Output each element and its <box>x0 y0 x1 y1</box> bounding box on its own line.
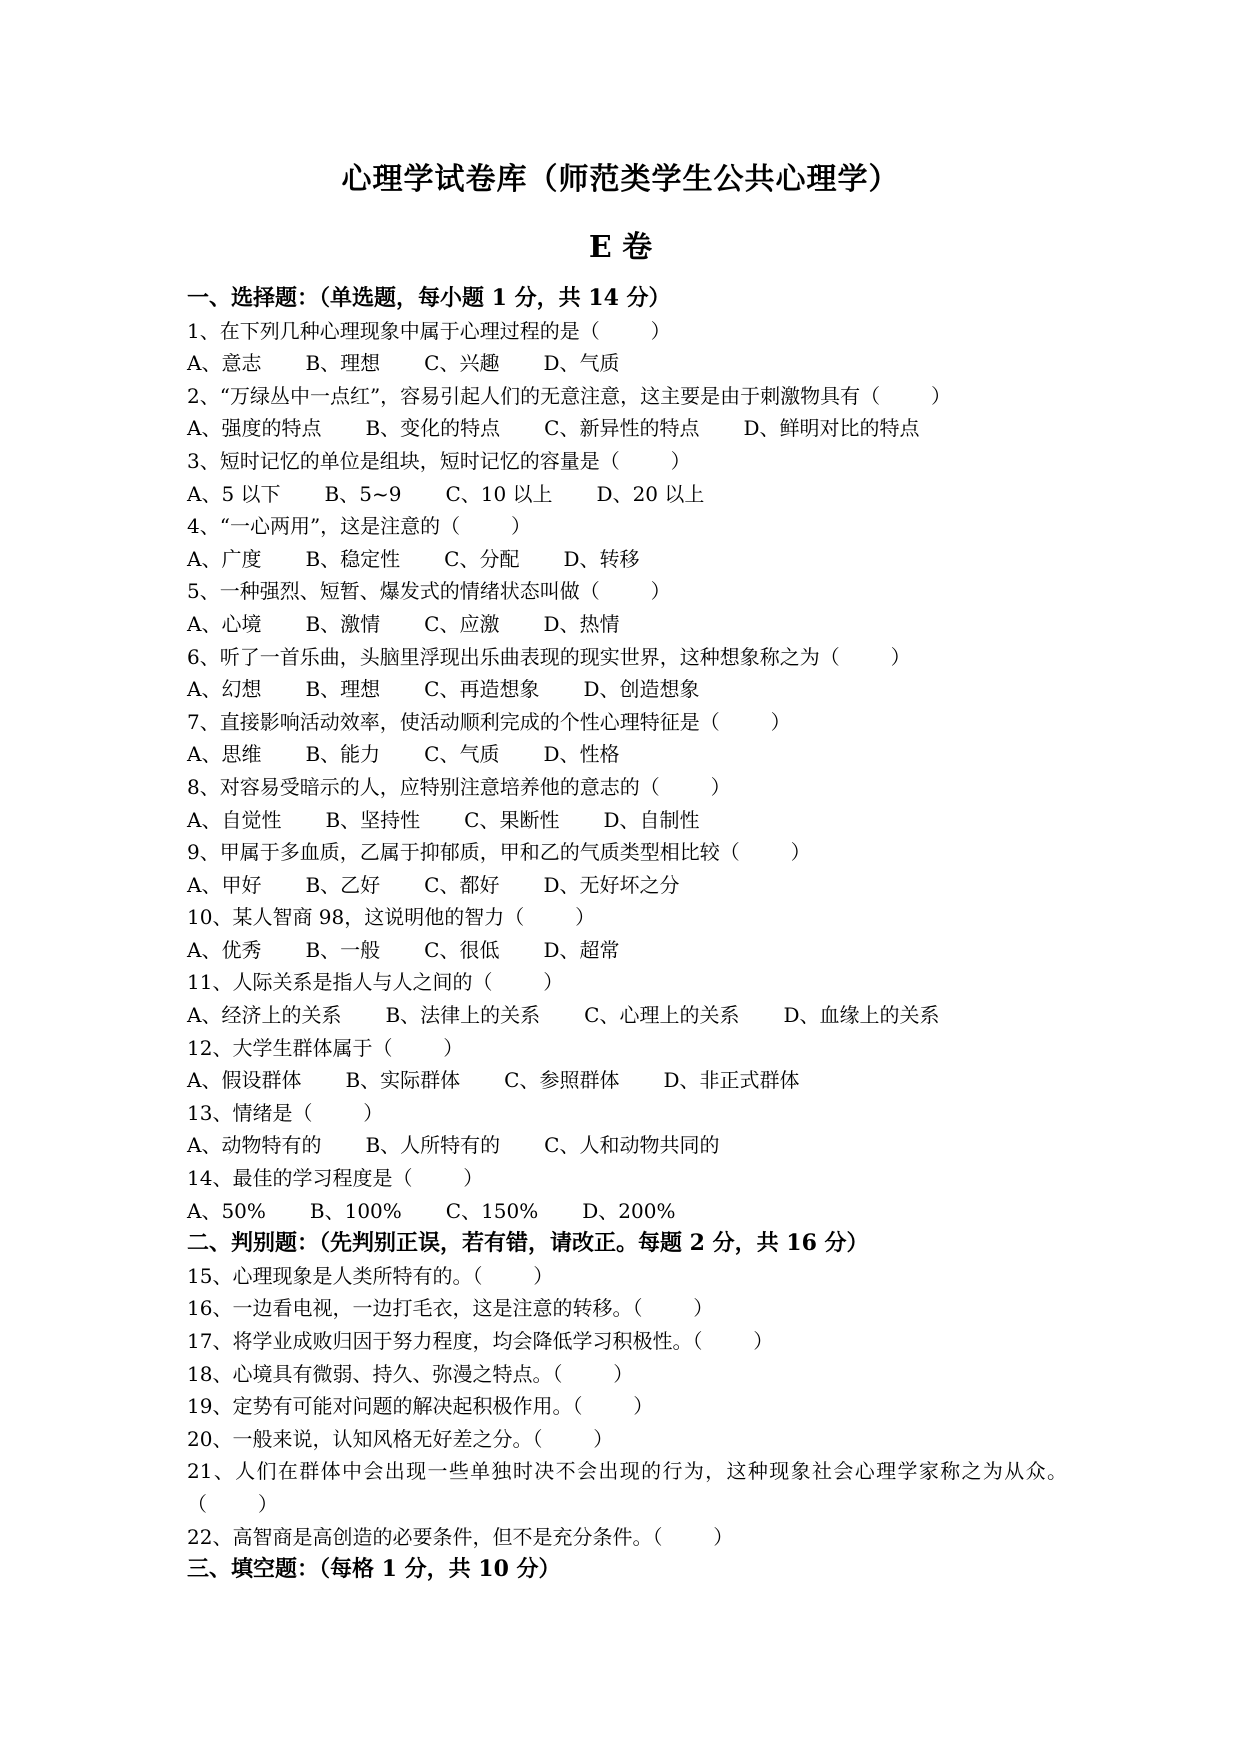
answer-option: C、都好 <box>424 872 500 897</box>
question-stem: 14、最佳的学习程度是（ ） <box>187 1166 484 1191</box>
judge-question: 20、一般来说，认知风格无好差之分。（ ） <box>187 1426 614 1451</box>
answer-option: D、热情 <box>543 611 620 636</box>
answer-option: A、动物特有的 <box>187 1133 322 1158</box>
answer-option: B、坚持性 <box>325 807 421 832</box>
answer-option: C、分配 <box>444 546 520 571</box>
question-options <box>187 934 1067 967</box>
answer-option: D、无好坏之分 <box>543 872 680 897</box>
judge-question: 17、将学业成败归因于努力程度，均会降低学习积极性。（ ） <box>187 1329 774 1353</box>
question-options <box>187 869 1067 902</box>
answer-option: A、心境 <box>187 611 262 636</box>
judge-question-list <box>187 1260 1067 1456</box>
answer-option: D、非正式群体 <box>663 1068 800 1093</box>
question-stem: 7、直接影响活动效率，使活动顺利完成的个性心理特征是（ ） <box>187 709 791 734</box>
exam-content <box>187 282 1067 1586</box>
answer-option: A、甲好 <box>187 872 262 897</box>
answer-option: A、广度 <box>187 546 262 571</box>
answer-option: A、强度的特点 <box>187 416 322 441</box>
answer-option: D、200% <box>582 1198 676 1223</box>
question-stem: 6、听了一首乐曲，头脑里浮现出乐曲表现的现实世界，这种想象称之为（ ） <box>187 644 911 669</box>
answer-option: B、实际群体 <box>345 1068 461 1093</box>
answer-option: A、5 以下 <box>187 481 281 506</box>
question-stem: 1、在下列几种心理现象中属于心理过程的是（ ） <box>187 318 671 343</box>
answer-option: B、法律上的关系 <box>385 1003 541 1028</box>
section-heading-choice: 一、选择题：（单选题，每小题 1 分，共 14 分） <box>187 285 671 311</box>
answer-option: C、果断性 <box>464 807 560 832</box>
answer-option: D、鲜明对比的特点 <box>743 416 920 441</box>
judge-question: 18、心境具有微弱、持久、弥漫之特点。（ ） <box>187 1361 634 1386</box>
question-options <box>187 543 1067 576</box>
answer-option: C、150% <box>445 1198 539 1223</box>
answer-option: B、稳定性 <box>305 546 401 571</box>
judge-question-21: 21、人们在群体中会出现一些单独时决不会出现的行为，这种现象社会心理学家称之为从众。 <box>187 1459 1067 1484</box>
answer-option: A、意志 <box>187 351 262 376</box>
judge-question: 19、定势有可能对问题的解决起积极作用。（ ） <box>187 1394 654 1419</box>
answer-option: D、自制性 <box>603 807 700 832</box>
question-stem: 8、对容易受暗示的人，应特别注意培养他的意志的（ ） <box>187 774 731 799</box>
answer-option: A、假设群体 <box>187 1068 302 1093</box>
answer-option: D、超常 <box>543 937 620 962</box>
answer-option: A、自觉性 <box>187 807 282 832</box>
question-options <box>187 999 1067 1032</box>
answer-option: D、创造想象 <box>583 677 700 702</box>
answer-option: C、很低 <box>424 937 500 962</box>
section-heading-judge: 二、判别题：（先判别正误，若有错，请改正。每题 2 分，共 16 分） <box>187 1230 869 1257</box>
question-stem: 2、“万绿丛中一点红”，容易引起人们的无意注意，这主要是由于刺激物具有（ ） <box>187 383 952 408</box>
answer-option: B、100% <box>309 1198 402 1223</box>
answer-option: A、经济上的关系 <box>187 1003 342 1028</box>
judge-question-22: 22、高智商是高创造的必要条件，但不是充分条件。（ ） <box>187 1524 734 1549</box>
answer-option: A、思维 <box>187 742 262 767</box>
answer-option: B、5~9 <box>324 481 402 506</box>
answer-option: C、人和动物共同的 <box>544 1133 720 1158</box>
answer-option: D、血缘上的关系 <box>783 1003 940 1028</box>
answer-option: C、气质 <box>424 742 500 767</box>
paper-version-label: E 卷 <box>588 230 653 265</box>
section-heading-fill: 三、填空题：（每格 1 分，共 10 分） <box>187 1556 561 1583</box>
question-options <box>187 738 1067 771</box>
answer-option: B、人所特有的 <box>365 1133 501 1158</box>
answer-option: C、10 以上 <box>445 481 553 506</box>
answer-option: D、转移 <box>563 546 640 571</box>
answer-option: C、兴趣 <box>424 351 500 376</box>
judge-question: 16、一边看电视，一边打毛衣，这是注意的转移。（ ） <box>187 1296 714 1321</box>
answer-option: C、新异性的特点 <box>544 416 700 441</box>
question-stem: 9、甲属于多血质，乙属于抑郁质，甲和乙的气质类型相比较（ ） <box>187 840 811 865</box>
question-options <box>187 804 1067 837</box>
question-stem: 13、情绪是（ ） <box>187 1100 384 1125</box>
judge-question: 15、心理现象是人类所特有的。（ ） <box>187 1263 554 1288</box>
answer-option: C、心理上的关系 <box>584 1003 740 1028</box>
question-options <box>187 1129 1067 1162</box>
question-stem: 10、某人智商 98，这说明他的智力（ ） <box>187 905 596 930</box>
question-options <box>187 673 1067 706</box>
answer-option: D、性格 <box>543 742 620 767</box>
question-options <box>187 1195 1067 1228</box>
answer-option: A、幻想 <box>187 677 262 702</box>
answer-option: B、理想 <box>305 351 381 376</box>
question-options <box>187 412 1067 445</box>
answer-option: B、一般 <box>305 937 381 962</box>
answer-option: C、参照群体 <box>504 1068 620 1093</box>
question-stem: 11、人际关系是指人与人之间的（ ） <box>187 970 564 995</box>
answer-option: D、20 以上 <box>596 481 705 506</box>
answer-option: B、变化的特点 <box>365 416 501 441</box>
question-stem: 3、短时记忆的单位是组块，短时记忆的容量是（ ） <box>187 448 691 473</box>
answer-option: C、应激 <box>424 611 500 636</box>
question-stem: 4、“一心两用”，这是注意的（ ） <box>187 514 532 539</box>
page-title: 心理学试卷库（师范类学生公共心理学） <box>341 162 900 197</box>
question-stem: 5、一种强烈、短暂、爆发式的情绪状态叫做（ ） <box>187 579 671 604</box>
question-options <box>187 478 1067 511</box>
answer-option: A、优秀 <box>187 937 262 962</box>
answer-option: B、理想 <box>305 677 381 702</box>
choice-question-list <box>187 315 1067 1228</box>
question-stem: 12、大学生群体属于（ ） <box>187 1035 464 1060</box>
answer-option: B、乙好 <box>305 872 381 897</box>
answer-option: A、50% <box>187 1198 266 1223</box>
answer-option: D、气质 <box>543 351 620 376</box>
question-options <box>187 1064 1067 1097</box>
answer-option: B、能力 <box>305 742 381 767</box>
answer-option: B、激情 <box>305 611 381 636</box>
answer-option: C、再造想象 <box>424 677 540 702</box>
question-options <box>187 347 1067 380</box>
question-options <box>187 608 1067 641</box>
judge-question-21-blank: （ ） <box>187 1491 278 1516</box>
